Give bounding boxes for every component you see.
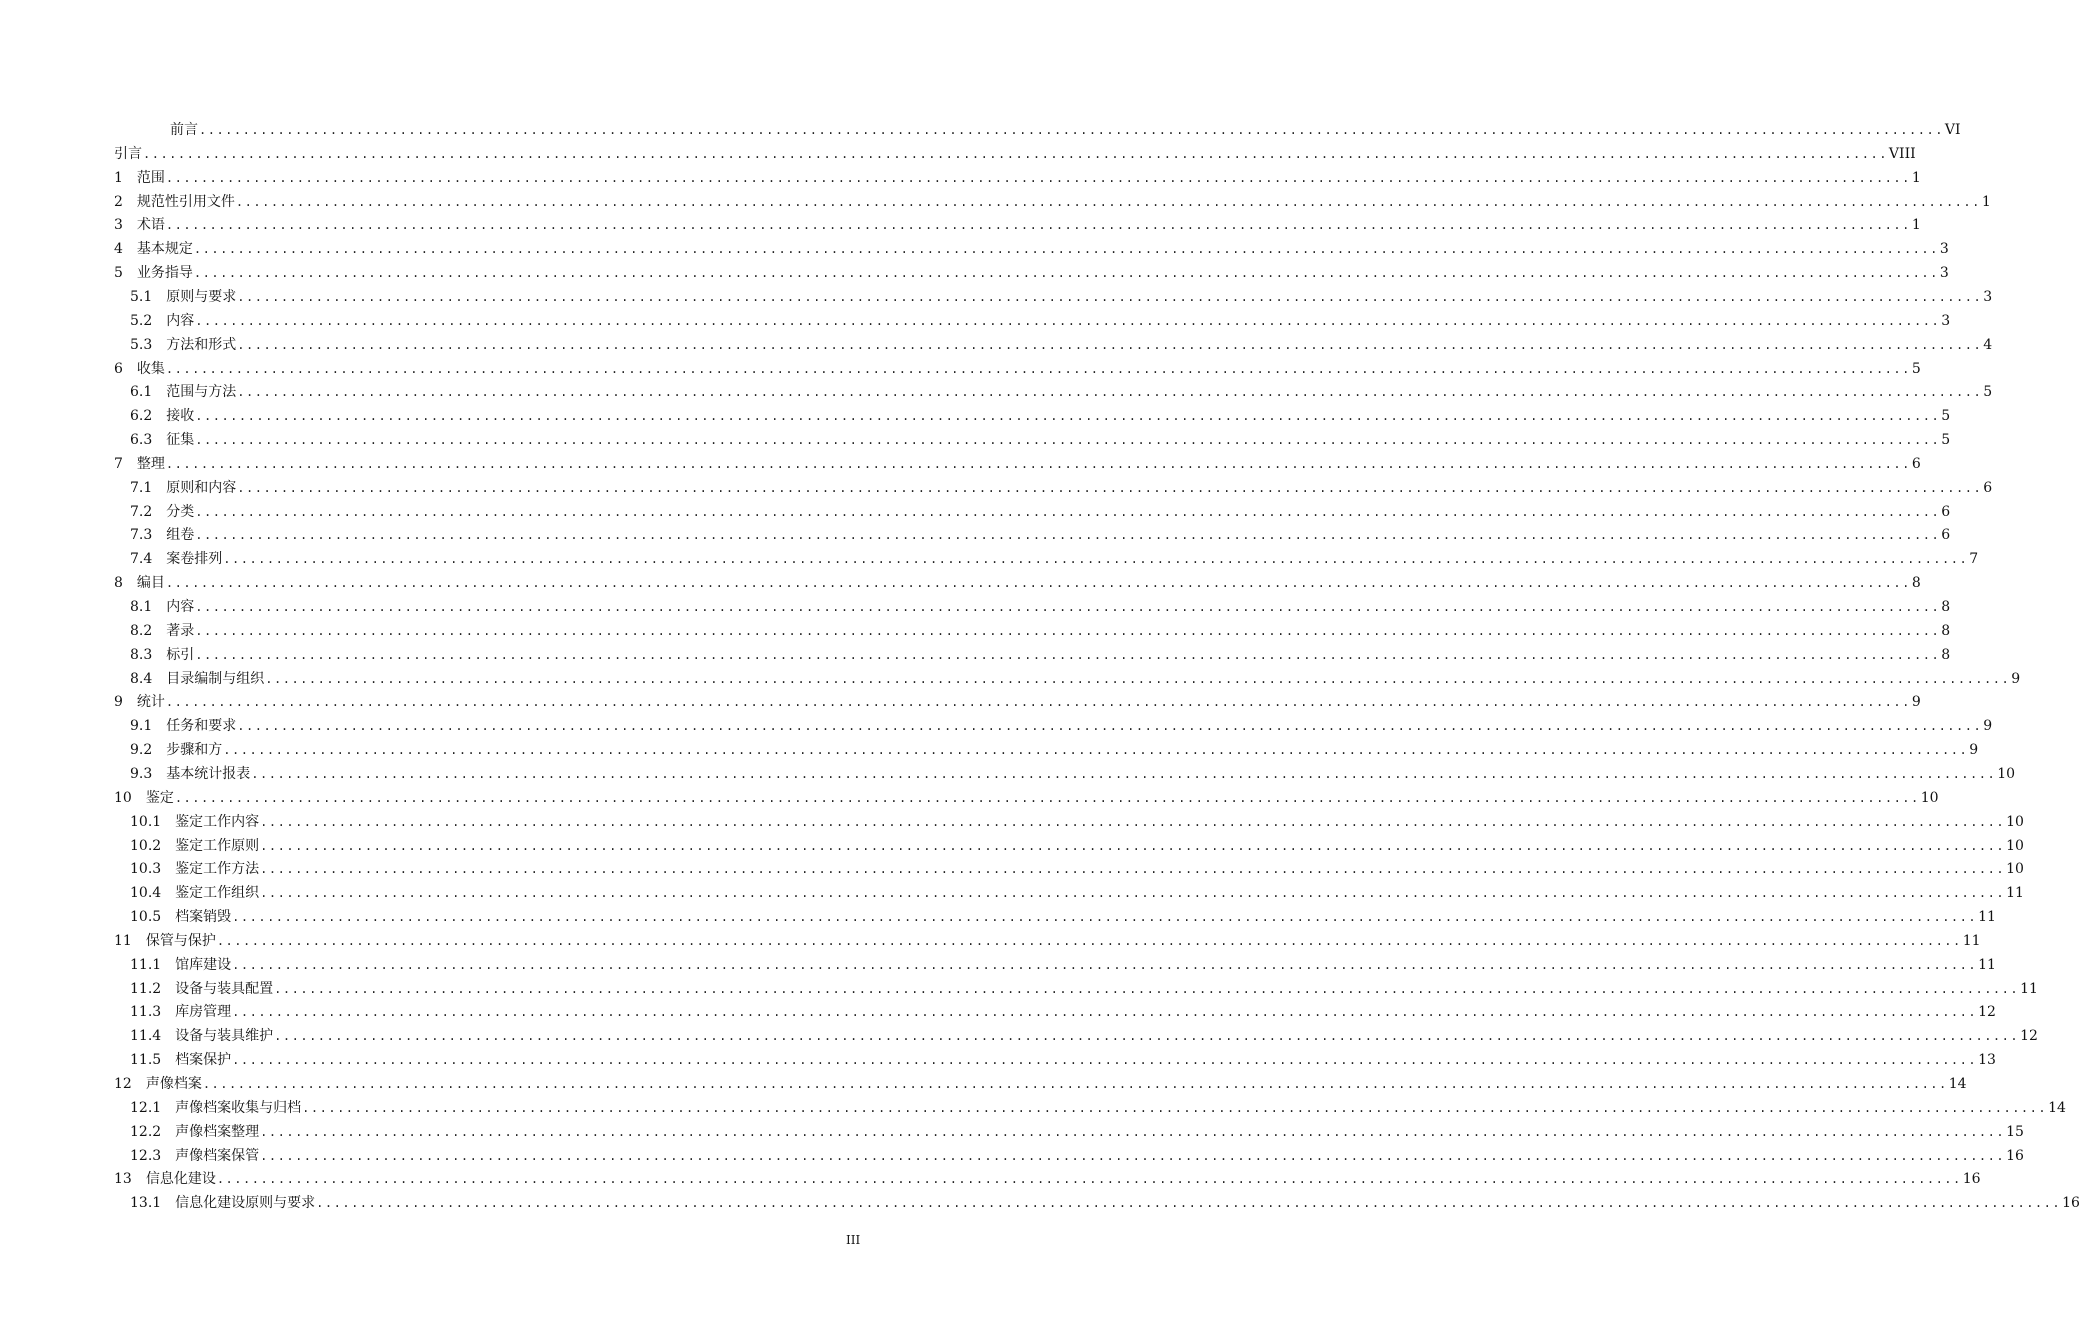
toc-entry[interactable] — [130, 763, 2016, 785]
toc-entry-label: 10.3 鉴定工作方法 — [130, 861, 260, 877]
toc-entry[interactable] — [130, 310, 1951, 332]
toc-leader-dots: ........................................................................................................................................................................................................ — [165, 362, 1911, 376]
toc-leader-dots: ........................................................................................................................................................................................................ — [195, 624, 1941, 638]
toc-entry-page: 16 — [1962, 1171, 1981, 1187]
toc-entry[interactable] — [130, 1001, 1996, 1023]
toc-entry-label: 11.5 档案保护 — [130, 1052, 232, 1068]
toc-entry[interactable] — [130, 978, 2038, 1000]
toc-entry-page: 10 — [2006, 814, 2024, 830]
toc-entry-label: 11.3 库房管理 — [130, 1004, 232, 1020]
toc-entry-label: 7.1 原则和内容 — [130, 480, 237, 496]
toc-entry[interactable] — [114, 167, 1921, 189]
toc-leader-dots: ........................................................................................................................................................................................................ — [260, 862, 2006, 876]
toc-entry[interactable] — [114, 358, 1921, 380]
toc-entry[interactable] — [130, 286, 1993, 308]
toc-entry-page: 11 — [1978, 957, 1996, 973]
toc-entry-page: 11 — [1962, 933, 1981, 949]
toc-entry-page: 10 — [2006, 838, 2024, 854]
toc-entry-label: 7.2 分类 — [130, 504, 195, 520]
toc-entry[interactable] — [170, 119, 1961, 141]
toc-entry-label: 8.1 内容 — [130, 599, 195, 615]
toc-entry-page: 11 — [2006, 885, 2024, 901]
toc-entry[interactable] — [130, 906, 1996, 928]
toc-entry-page: 9 — [1983, 718, 1993, 734]
toc-entry-label: 9.2 步骤和方 — [130, 742, 223, 758]
toc-entry[interactable] — [130, 429, 1951, 451]
toc-entry-label: 10.1 鉴定工作内容 — [130, 814, 260, 830]
toc-entry-page: 8 — [1911, 575, 1921, 591]
toc-entry-page: 11 — [1978, 909, 1996, 925]
toc-leader-dots: ........................................................................................................................................................................................................ — [232, 958, 1978, 972]
toc-entry[interactable] — [130, 1049, 1996, 1071]
toc-leader-dots: ........................................................................................................................................................................................................ — [232, 1005, 1978, 1019]
toc-entry-page: 9 — [1911, 694, 1921, 710]
toc-entry-label: 10.4 鉴定工作组织 — [130, 885, 260, 901]
toc-entry[interactable] — [130, 1121, 2024, 1143]
toc-entry-label: 9.3 基本统计报表 — [130, 766, 251, 782]
toc-leader-dots: ........................................................................................................................................................................................................ — [274, 982, 2020, 996]
toc-entry[interactable] — [130, 715, 1993, 737]
toc-entry-label: 12.2 声像档案整理 — [130, 1124, 260, 1140]
toc-entry-label: 11 保管与保护 — [114, 933, 216, 949]
toc-entry[interactable] — [130, 644, 1951, 666]
toc-entry-label: 8.2 著录 — [130, 623, 195, 639]
toc-entry-label: 10.5 档案销毁 — [130, 909, 232, 925]
toc-entry[interactable] — [130, 405, 1951, 427]
toc-entry-label: 11.1 馆库建设 — [130, 957, 232, 973]
toc-entry-label: 8.4 目录编制与组织 — [130, 671, 265, 687]
toc-entry-page: 3 — [1983, 289, 1993, 305]
toc-entry-label: 6 收集 — [114, 361, 165, 377]
toc-entry-page: 1 — [1911, 217, 1921, 233]
toc-entry-page: 6 — [1911, 456, 1921, 472]
toc-entry-label: 引言 — [114, 146, 142, 162]
toc-entry-page: 10 — [1920, 790, 1939, 806]
toc-entry-label: 12.1 声像档案收集与归档 — [130, 1100, 302, 1116]
toc-entry[interactable] — [114, 1073, 1967, 1095]
toc-entry[interactable] — [130, 620, 1951, 642]
toc-entry[interactable] — [114, 143, 1916, 165]
toc-entry-label: 13 信息化建设 — [114, 1171, 216, 1187]
toc-leader-dots: ........................................................................................................................................................................................................ — [195, 505, 1941, 519]
toc-entry[interactable] — [130, 1097, 2066, 1119]
toc-entry-label: 10 鉴定 — [114, 790, 174, 806]
toc-leader-dots: ........................................................................................................................................................................................................ — [223, 743, 1969, 757]
toc-entry-label: 12 声像档案 — [114, 1076, 202, 1092]
toc-leader-dots: ........................................................................................................................................................................................................ — [199, 123, 1944, 137]
toc-entry[interactable] — [114, 238, 1949, 260]
toc-entry-label: 4 基本规定 — [114, 241, 193, 257]
toc-leader-dots: ........................................................................................................................................................................................................ — [195, 648, 1941, 662]
toc-entry-label: 9.1 任务和要求 — [130, 718, 237, 734]
toc-entry[interactable] — [130, 524, 1951, 546]
toc-entry[interactable] — [114, 691, 1921, 713]
toc-entry-page: 1 — [1981, 194, 1991, 210]
toc-leader-dots: ........................................................................................................................................................................................................ — [237, 481, 1983, 495]
toc-entry-label: 11.4 设备与装具维护 — [130, 1028, 274, 1044]
toc-entry[interactable] — [130, 1192, 2080, 1214]
toc-entry-label: 5 业务指导 — [114, 265, 193, 281]
toc-entry-page: 9 — [2011, 671, 2021, 687]
toc-entry[interactable] — [130, 811, 2024, 833]
toc-entry-page: 13 — [1978, 1052, 1996, 1068]
toc-entry[interactable] — [114, 262, 1949, 284]
toc-entry-label: 10.2 鉴定工作原则 — [130, 838, 260, 854]
toc-entry[interactable] — [114, 930, 1981, 952]
toc-entry-page: 6 — [1941, 527, 1951, 543]
toc-leader-dots: ........................................................................................................................................................................................................ — [165, 576, 1911, 590]
toc-entry-page: 10 — [1997, 766, 2016, 782]
toc-entry[interactable] — [114, 453, 1921, 475]
toc-leader-dots: ........................................................................................................................................................................................................ — [216, 934, 1962, 948]
toc-leader-dots: ........................................................................................................................................................................................................ — [174, 791, 1920, 805]
toc-entry[interactable] — [130, 548, 1979, 570]
toc-entry[interactable] — [130, 334, 1993, 356]
toc-entry-page: 15 — [2006, 1124, 2024, 1140]
toc-leader-dots: ........................................................................................................................................................................................................ — [260, 1125, 2006, 1139]
toc-entry-page: 5 — [1941, 408, 1951, 424]
toc-entry-page: 8 — [1941, 647, 1951, 663]
toc-leader-dots: ........................................................................................................................................................................................................ — [195, 409, 1941, 423]
toc-leader-dots: ........................................................................................................................................................................................................ — [193, 266, 1939, 280]
toc-entry-label: 5.3 方法和形式 — [130, 337, 237, 353]
page-number: III — [846, 1233, 861, 1247]
toc-entry-page: 5 — [1983, 384, 1993, 400]
toc-leader-dots: ........................................................................................................................................................................................................ — [302, 1101, 2048, 1115]
toc-entry-page: VI — [1944, 122, 1961, 138]
toc-leader-dots: ........................................................................................................................................................................................................ — [237, 290, 1983, 304]
toc-entry-page: 5 — [1911, 361, 1921, 377]
toc-entry-page: 4 — [1983, 337, 1993, 353]
toc-entry-page: 9 — [1969, 742, 1979, 758]
toc-leader-dots: ........................................................................................................................................................................................................ — [237, 385, 1983, 399]
toc-leader-dots: ........................................................................................................................................................................................................ — [193, 242, 1939, 256]
toc-leader-dots: ........................................................................................................................................................................................................ — [260, 1149, 2006, 1163]
toc-entry[interactable] — [114, 214, 1921, 236]
toc-leader-dots: ........................................................................................................................................................................................................ — [260, 815, 2006, 829]
toc-leader-dots: ........................................................................................................................................................................................................ — [195, 314, 1941, 328]
toc-entry-label: 13.1 信息化建设原则与要求 — [130, 1195, 316, 1211]
toc-entry-page: 12 — [2020, 1028, 2038, 1044]
toc-leader-dots: ........................................................................................................................................................................................................ — [143, 147, 1888, 161]
toc-leader-dots: ........................................................................................................................................................................................................ — [223, 552, 1969, 566]
toc-leader-dots: ........................................................................................................................................................................................................ — [195, 433, 1941, 447]
toc-leader-dots: ........................................................................................................................................................................................................ — [260, 886, 2006, 900]
toc-entry-label: 7 整理 — [114, 456, 165, 472]
toc-entry[interactable] — [114, 572, 1921, 594]
toc-leader-dots: ........................................................................................................................................................................................................ — [195, 600, 1941, 614]
toc-entry[interactable] — [130, 477, 1993, 499]
toc-entry-page: 3 — [1939, 265, 1949, 281]
toc-entry-page: 12 — [1978, 1004, 1996, 1020]
toc-entry[interactable] — [114, 787, 1939, 809]
toc-entry-label: 前言 — [170, 122, 198, 138]
toc-leader-dots: ........................................................................................................................................................................................................ — [165, 218, 1911, 232]
toc-entry[interactable] — [130, 739, 1979, 761]
toc-entry-page: 8 — [1941, 599, 1951, 615]
toc-entry-page: 8 — [1941, 623, 1951, 639]
toc-leader-dots: ........................................................................................................................................................................................................ — [260, 839, 2006, 853]
toc-leader-dots: ........................................................................................................................................................................................................ — [216, 1172, 1962, 1186]
toc-leader-dots: ........................................................................................................................................................................................................ — [165, 695, 1911, 709]
toc-entry-page: 5 — [1941, 432, 1951, 448]
toc-entry[interactable] — [130, 1145, 2024, 1167]
toc-entry-page: 3 — [1939, 241, 1949, 257]
toc-leader-dots: ........................................................................................................................................................................................................ — [165, 457, 1911, 471]
toc-leader-dots: ........................................................................................................................................................................................................ — [251, 767, 1997, 781]
toc-entry-label: 12.3 声像档案保管 — [130, 1148, 260, 1164]
toc-entry-label: 9 统计 — [114, 694, 165, 710]
toc-leader-dots: ........................................................................................................................................................................................................ — [237, 338, 1983, 352]
toc-entry-label: 8 编目 — [114, 575, 165, 591]
toc-entry-page: 10 — [2006, 861, 2024, 877]
toc-leader-dots: ........................................................................................................................................................................................................ — [316, 1196, 2062, 1210]
toc-entry-page: 14 — [2048, 1100, 2066, 1116]
toc-entry[interactable] — [130, 858, 2024, 880]
toc-entry[interactable] — [130, 954, 1996, 976]
toc-entry[interactable] — [130, 381, 1993, 403]
toc-leader-dots: ........................................................................................................................................................................................................ — [202, 1077, 1948, 1091]
toc-entry[interactable] — [130, 501, 1951, 523]
toc-entry-label: 8.3 标引 — [130, 647, 195, 663]
toc-entry[interactable] — [114, 1168, 1981, 1190]
toc-leader-dots: ........................................................................................................................................................................................................ — [232, 910, 1978, 924]
toc-entry-label: 11.2 设备与装具配置 — [130, 981, 274, 997]
toc-entry-page: 14 — [1948, 1076, 1967, 1092]
toc-entry-label: 5.1 原则与要求 — [130, 289, 237, 305]
toc-entry-page: 1 — [1911, 170, 1921, 186]
toc-entry-page: 16 — [2062, 1195, 2080, 1211]
toc-entry-page: VIII — [1888, 146, 1916, 162]
toc-entry[interactable] — [130, 1025, 2038, 1047]
toc-entry-page: 3 — [1941, 313, 1951, 329]
toc-entry-page: 6 — [1941, 504, 1951, 520]
toc-entry-label: 6.2 接收 — [130, 408, 195, 424]
toc-entry[interactable] — [130, 596, 1951, 618]
toc-leader-dots: ........................................................................................................................................................................................................ — [235, 195, 1981, 209]
toc-entry[interactable] — [114, 191, 1991, 213]
toc-entry-label: 1 范围 — [114, 170, 165, 186]
toc-entry-label: 3 术语 — [114, 217, 165, 233]
toc-leader-dots: ........................................................................................................................................................................................................ — [237, 719, 1983, 733]
toc-leader-dots: ........................................................................................................................................................................................................ — [232, 1053, 1978, 1067]
toc-entry-label: 5.2 内容 — [130, 313, 195, 329]
toc-entry-page: 6 — [1983, 480, 1993, 496]
toc-leader-dots: ........................................................................................................................................................................................................ — [274, 1029, 2020, 1043]
toc-leader-dots: ........................................................................................................................................................................................................ — [265, 672, 2011, 686]
toc-entry-label: 6.3 征集 — [130, 432, 195, 448]
toc-entry-label: 2 规范性引用文件 — [114, 194, 235, 210]
toc-leader-dots: ........................................................................................................................................................................................................ — [195, 528, 1941, 542]
toc-entry[interactable] — [130, 668, 2021, 690]
toc-leader-dots: ........................................................................................................................................................................................................ — [165, 171, 1911, 185]
toc-entry[interactable] — [130, 835, 2024, 857]
toc-entry-label: 6.1 范围与方法 — [130, 384, 237, 400]
toc-entry-page: 7 — [1969, 551, 1979, 567]
toc-entry-page: 11 — [2020, 981, 2038, 997]
toc-entry-label: 7.3 组卷 — [130, 527, 195, 543]
toc-entry[interactable] — [130, 882, 2024, 904]
toc-entry-label: 7.4 案卷排列 — [130, 551, 223, 567]
toc-entry-page: 16 — [2006, 1148, 2024, 1164]
